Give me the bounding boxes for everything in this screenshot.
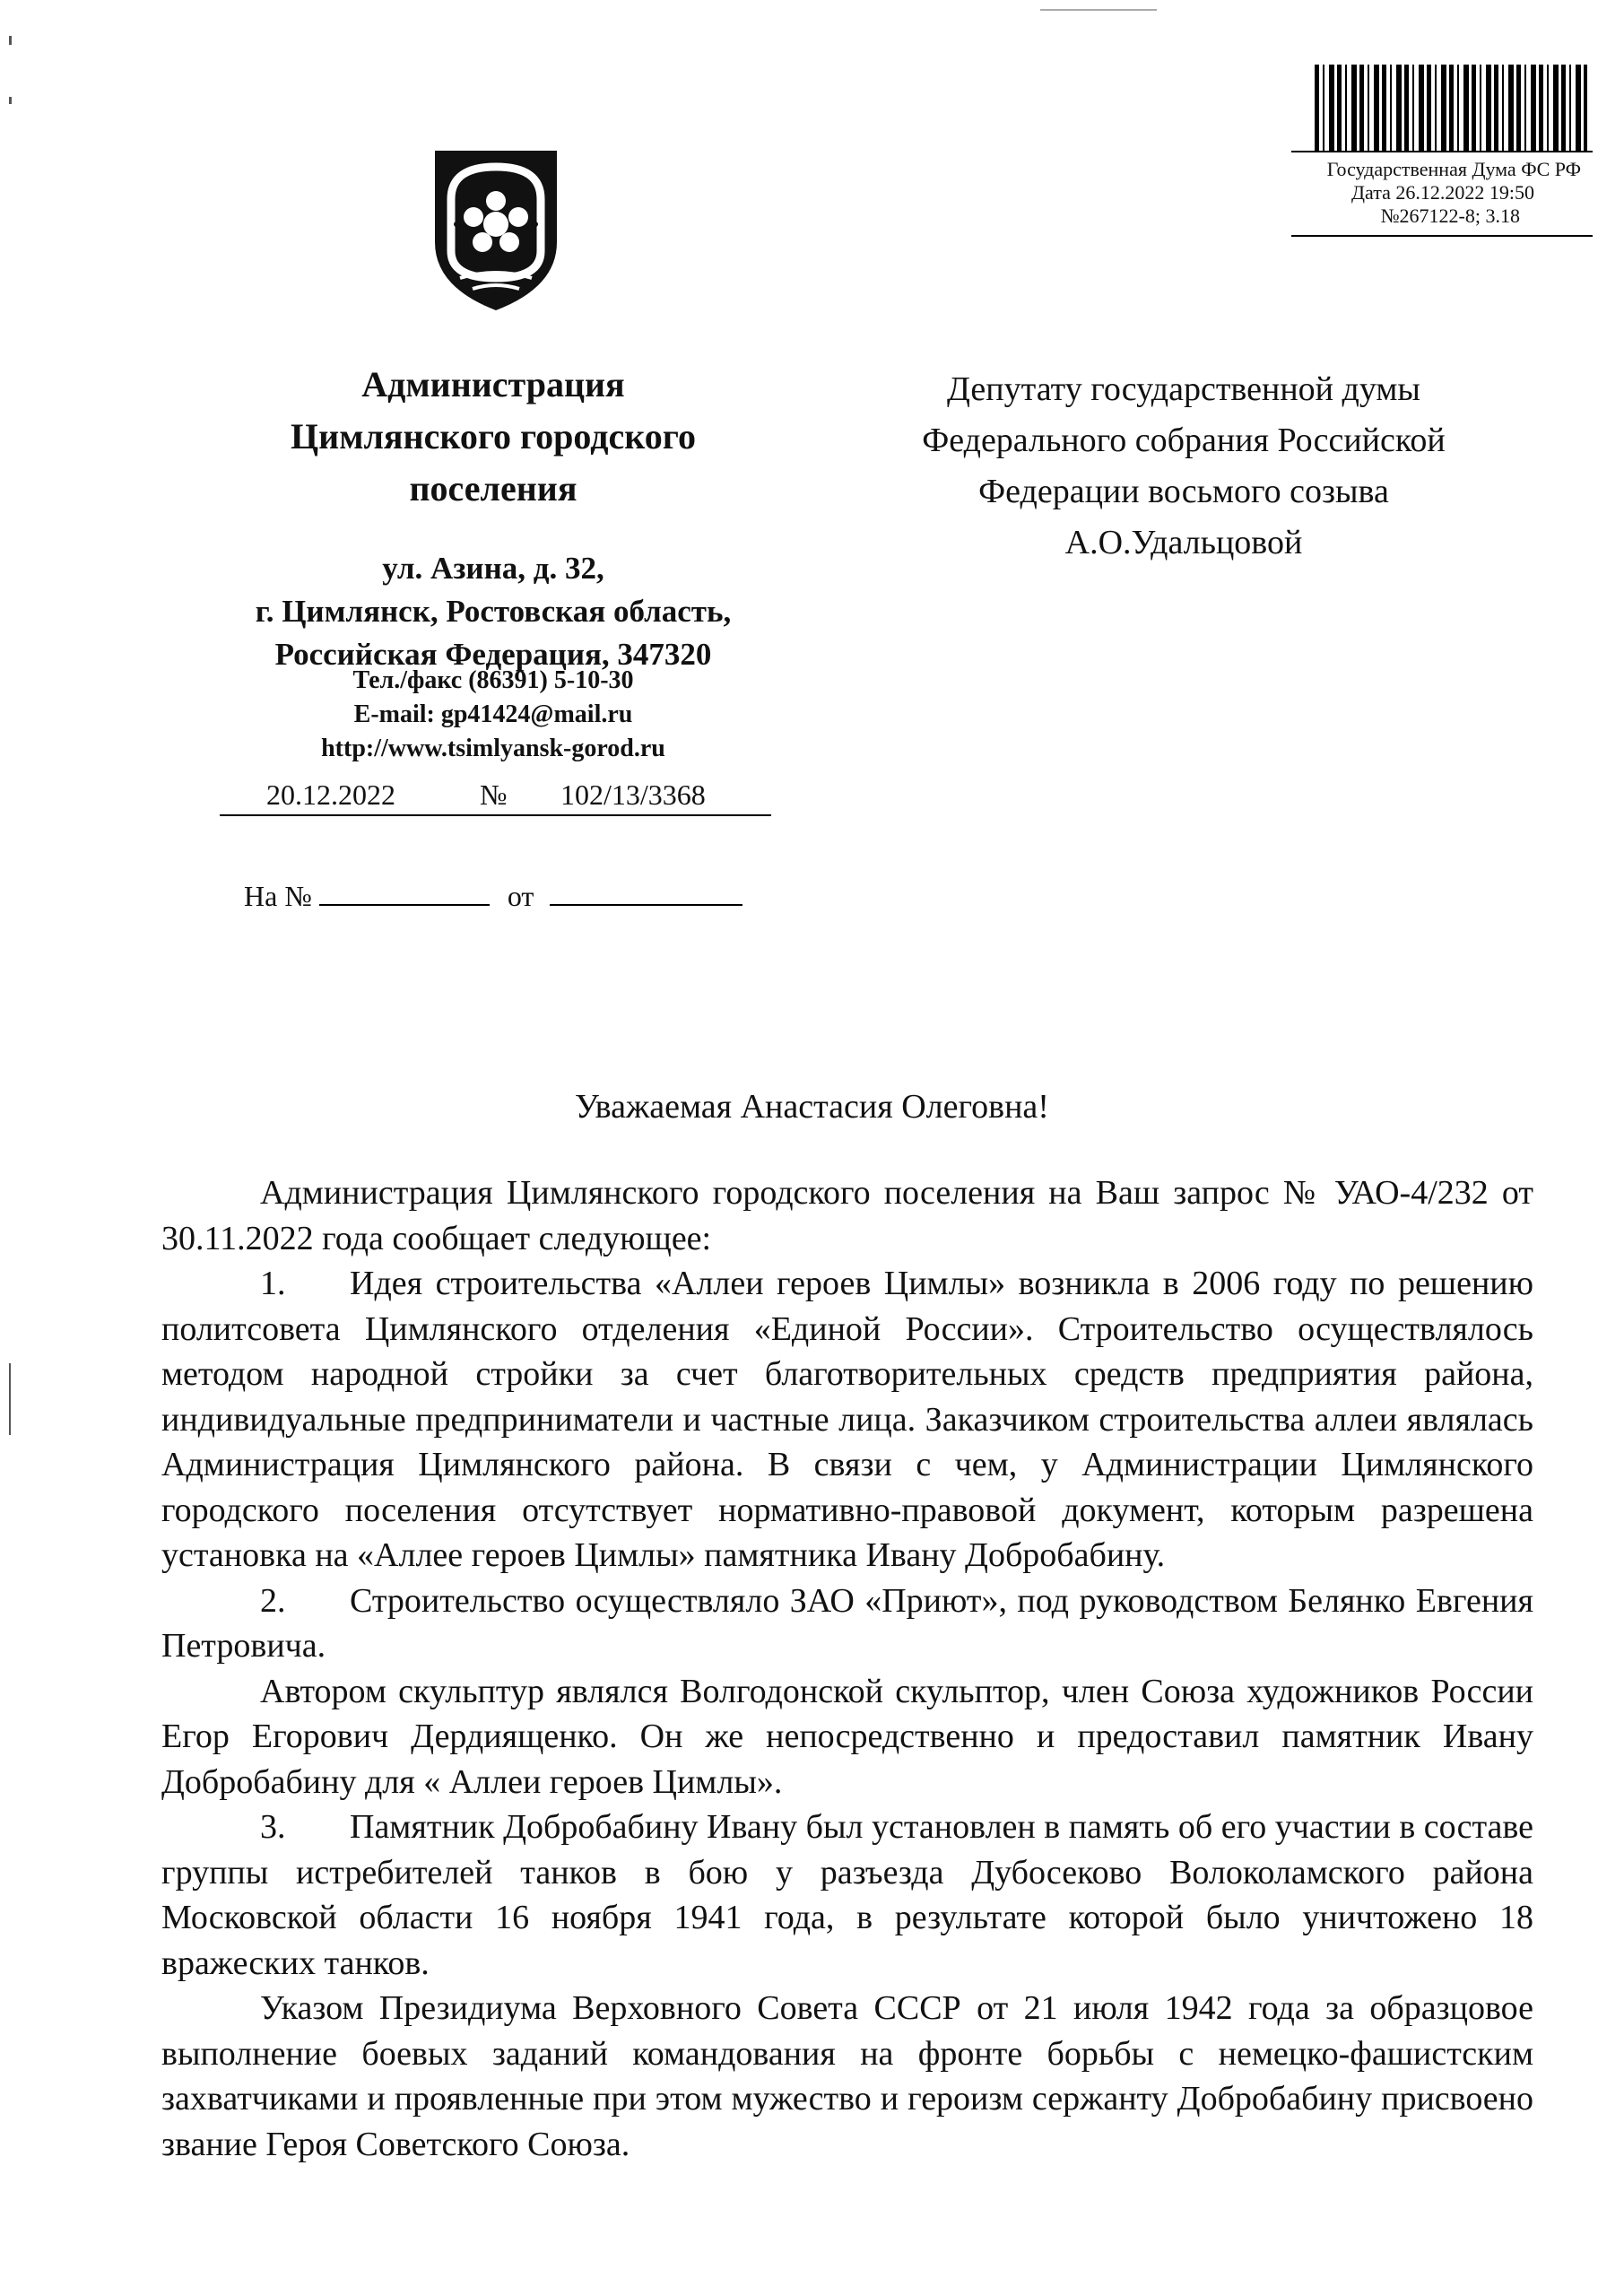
address-line: г. Цимлянск, Ростовская область,	[255, 594, 732, 629]
sender-title-line: Цимлянского городского	[291, 416, 696, 457]
address-line: ул. Азина, д. 32,	[382, 551, 604, 586]
item-text: Идея строительства «Аллеи героев Цимлы» возникла в 2006 году по решению политсовета Цимлянского отделения «Единой России». Строительство осуществлялось методом народной стройки за счет благотворительных средств предприятия района, индивидуальные предприниматели и частные лица. Заказчиком строительства аллеи являлась Администрация Цимлянского района. В связи с чем, у Администрации Цимлянского городского поселения отсутствует нормативно-правовой документ, которым разрешена установка на «Аллее героев Цимлы» памятника Ивану Добробабину.	[161, 1265, 1533, 1574]
recipient-line: Федерального собрания Российской	[922, 422, 1446, 459]
stamp-divider	[1291, 235, 1593, 237]
ref-from-label: от	[507, 880, 534, 912]
margin-mark	[9, 36, 12, 45]
outgoing-date: 20.12.2022	[266, 778, 395, 811]
barcode	[1315, 65, 1587, 152]
contact-website: http://www.tsimlyansk-gorod.ru	[321, 735, 665, 762]
item-2	[161, 1578, 1533, 1669]
outgoing-date-number	[220, 778, 771, 816]
ref-date-blank	[550, 877, 743, 906]
stamp-divider	[1291, 151, 1593, 152]
sender-organization	[188, 359, 798, 515]
reference-line	[244, 877, 743, 913]
intro-paragraph: Администрация Цимлянского городского поселения на Ваш запрос № УАО-4/232 от 30.11.2022 года сообщает следующее:	[161, 1174, 1533, 1257]
recipient-name: А.О.Удальцовой	[1064, 524, 1303, 561]
recipient-line: Федерации восьмого созыва	[978, 473, 1389, 510]
item-1	[161, 1261, 1533, 1578]
scan-line	[1040, 9, 1157, 11]
greeting: Уважаемая Анастасия Олеговна!	[575, 1088, 1049, 1126]
item-number: 1.	[260, 1265, 286, 1302]
letter-body	[161, 1170, 1533, 2167]
address-line: Российская Федерация, 347320	[274, 637, 712, 672]
contact-email: E-mail: gp41424@mail.ru	[353, 700, 633, 728]
item-3-paragraph: Указом Президиума Верховного Совета СССР от 21 июля 1942 года за образцовое выполнение боевых заданий командования на фронте борьбы с немецко-фашистским захватчиками и проявленные при этом мужество и героизм сержанту Добробабину присвоено звание Героя Советского Союза.	[161, 1989, 1533, 2163]
recipient-line: Депутату государственной думы	[947, 370, 1420, 408]
stamp-date: Дата 26.12.2022 19:50	[1351, 181, 1534, 204]
margin-mark	[9, 1363, 11, 1435]
sender-title-line: Администрация	[361, 364, 625, 404]
item-text: Строительство осуществляло ЗАО «Приют», под руководством Белянко Евгения Петровича.	[161, 1581, 1533, 1665]
sender-contacts	[188, 664, 798, 766]
ref-label: На №	[244, 880, 312, 912]
stamp-org: Государственная Дума ФС РФ	[1326, 158, 1581, 180]
item-number: 2.	[260, 1581, 286, 1620]
ref-number-blank	[319, 877, 490, 906]
item-2-paragraph: Автором скульптур являлся Волгодонской скульптор, член Союза художников России Егор Егорович Дердиященко. Он же непосредственно и предоставил памятник Ивану Добробабину для « Аллеи героев Цимлы».	[161, 1672, 1533, 1801]
contact-phone: Тел./факс (86391) 5-10-30	[352, 666, 634, 694]
outgoing-number: 102/13/3368	[560, 778, 706, 811]
stamp-number: №267122-8; 3.18	[1380, 204, 1520, 227]
number-sign: №	[480, 778, 508, 811]
item-number: 3.	[260, 1808, 286, 1846]
sender-address	[188, 547, 798, 676]
sender-title-line: поселения	[409, 468, 578, 509]
margin-mark	[9, 97, 12, 104]
item-text: Памятник Добробабину Ивану был установлен в память об его участии в составе группы истребителей танков в бою у разъезда Дубосеково Волоколамского района Московской области 16 ноября 1941 года, в результате которой было уничтожено 18 вражеских танков.	[161, 1808, 1533, 1982]
recipient-block	[861, 364, 1507, 569]
item-3	[161, 1805, 1533, 1986]
coat-of-arms-emblem	[428, 144, 564, 314]
